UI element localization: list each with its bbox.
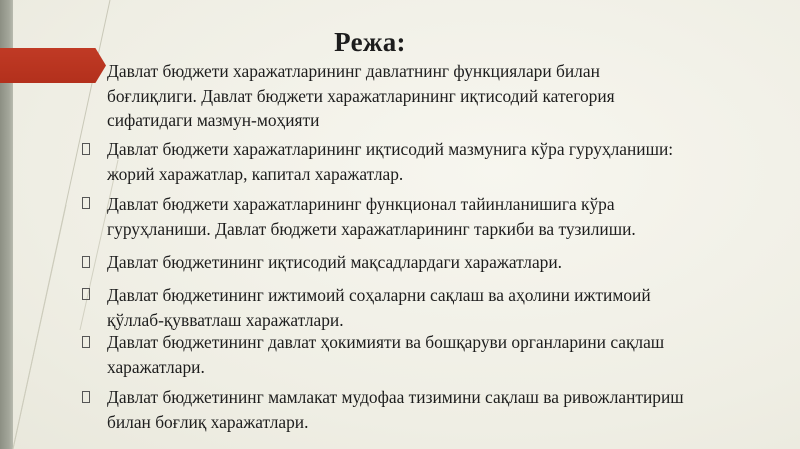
list-item-line: қўллаб-қувватлаш харажатлари. bbox=[107, 309, 344, 330]
list-item-line: Давлат бюджетининг мамлакат мудофаа тизимини сақлаш ва ривожлантириш bbox=[107, 387, 684, 407]
list-item-line: боғлиқлиги. Давлат бюджети харажатларининг иқтисодий категория bbox=[107, 85, 615, 106]
bullet-icon bbox=[82, 336, 90, 348]
list-item bbox=[107, 330, 772, 379]
list-item-line: Давлат бюджети харажатларининг функционал тайинланишига кўра bbox=[107, 194, 615, 214]
list-item-line: Давлат бюджети харажатларининг давлатнинг функциялари билан bbox=[107, 61, 600, 81]
list-item-line: гуруҳланиши. Давлат бюджети харажатларининг таркиби ва тузилиши. bbox=[107, 218, 636, 239]
list-item bbox=[107, 283, 772, 332]
bullet-icon bbox=[82, 391, 90, 403]
bullet-icon bbox=[82, 256, 90, 268]
list-item-line: Давлат бюджетининг иқтисодий мақсадлардаги харажатлари. bbox=[107, 252, 563, 272]
list-item-line: сифатидаги мазмун-моҳияти bbox=[107, 110, 320, 130]
list-item bbox=[107, 250, 772, 275]
slide-title: Режа: bbox=[334, 27, 406, 57]
list-item-line: харажатлари. bbox=[107, 356, 205, 377]
list-item-line: билан боғлиқ харажатлари. bbox=[107, 411, 309, 432]
list-item bbox=[107, 59, 772, 133]
list-item-line: Давлат бюджетининг давлат ҳокимияти ва бошқаруви органларини сақлаш bbox=[107, 332, 665, 352]
list-item-line: Давлат бюджетининг ижтимоий соҳаларни сақлаш ва аҳолини ижтимоий bbox=[107, 285, 651, 305]
bullet-icon bbox=[82, 143, 90, 155]
list-item bbox=[107, 192, 772, 241]
list-item-line: жорий харажатлар, капитал харажатлар. bbox=[107, 163, 404, 184]
bullet-icon bbox=[82, 197, 90, 209]
list-item-line: Давлат бюджети харажатларининг иқтисодий мазмунига кўра гуруҳланиши: bbox=[107, 139, 674, 159]
bullet-icon bbox=[82, 288, 90, 300]
list-item bbox=[107, 137, 772, 186]
list-item bbox=[107, 385, 772, 434]
